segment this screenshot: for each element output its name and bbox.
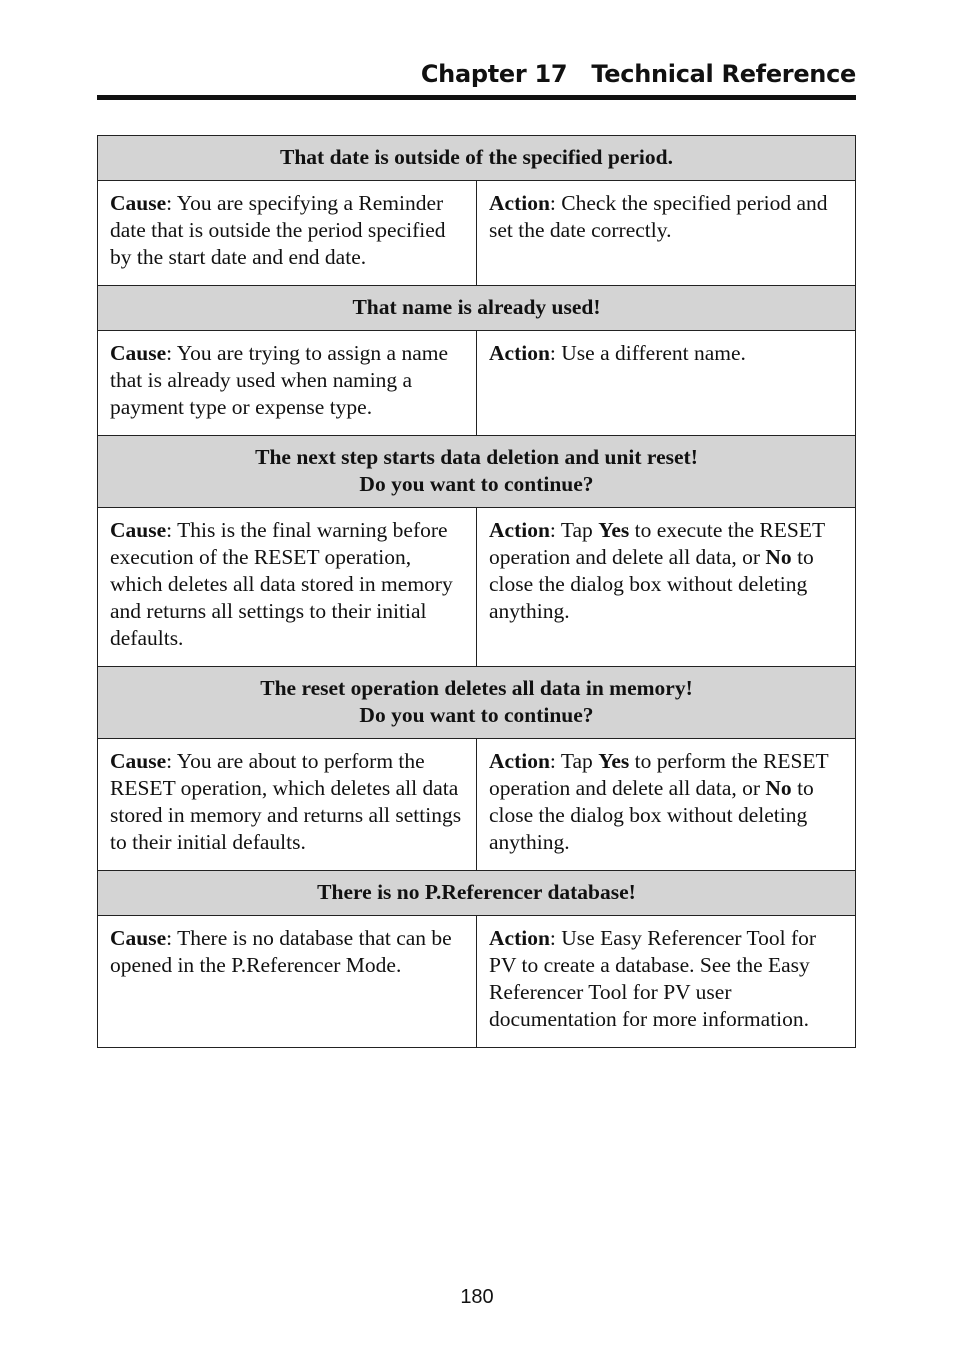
message-title-row <box>98 436 856 508</box>
action-label: Action <box>489 749 550 773</box>
cause-cell <box>98 181 477 286</box>
action-text-part: : Tap <box>549 518 599 542</box>
action-text-part: to close the dialog box without deleting anything. <box>489 545 814 623</box>
message-detail-row <box>98 331 856 436</box>
action-text-part: to execute the RESET operation and delete all data, or <box>489 518 825 569</box>
no-keyword: No <box>765 776 792 800</box>
message-title-row <box>98 136 856 181</box>
action-text-part: to close the dialog box without deleting anything. <box>489 776 814 854</box>
cause-text: : There is no database that can be opened in the P.Referencer Mode. <box>110 926 452 977</box>
no-keyword: No <box>765 545 792 569</box>
cause-label: Cause <box>110 749 167 773</box>
action-cell <box>477 739 856 871</box>
action-label: Action <box>489 191 550 215</box>
chapter-header <box>97 58 856 100</box>
page-number: 180 <box>460 1286 494 1308</box>
yes-keyword: Yes <box>598 518 630 542</box>
message-title <box>98 286 856 331</box>
cause-label: Cause <box>110 191 167 215</box>
cause-label: Cause <box>110 518 167 542</box>
action-text: : Use a different name. <box>549 341 746 365</box>
message-title-line: Do you want to continue? <box>359 703 594 727</box>
action-label: Action <box>489 341 550 365</box>
chapter-title: Chapter 17 Technical Reference <box>420 60 856 88</box>
message-title-row <box>98 286 856 331</box>
cause-text: : You are about to perform the RESET operation, which deletes all data stored in memory and returns all settings to their initial defaults. <box>110 749 462 854</box>
action-cell <box>477 916 856 1048</box>
message-title-line: The next step starts data deletion and unit reset! <box>255 445 698 469</box>
cause-text: : You are specifying a Reminder date that is outside the period specified by the start date and end date. <box>110 191 446 269</box>
cause-label: Cause <box>110 341 167 365</box>
message-title-line: That date is outside of the specified period. <box>280 145 673 169</box>
message-title <box>98 136 856 181</box>
action-cell <box>477 508 856 667</box>
cause-label: Cause <box>110 926 167 950</box>
message-detail-row <box>98 508 856 667</box>
message-detail-row <box>98 739 856 871</box>
message-title <box>98 667 856 739</box>
action-text-part: : Tap <box>549 749 599 773</box>
message-title <box>98 871 856 916</box>
cause-cell <box>98 508 477 667</box>
cause-cell <box>98 331 477 436</box>
message-title-row <box>98 871 856 916</box>
yes-keyword: Yes <box>598 749 630 773</box>
error-message-table <box>97 135 856 1048</box>
message-title <box>98 436 856 508</box>
message-title-line: The reset operation deletes all data in memory! <box>260 676 693 700</box>
action-label: Action <box>489 926 550 950</box>
message-title-line: Do you want to continue? <box>359 472 594 496</box>
message-title-line: That name is already used! <box>352 295 601 319</box>
action-text: : Check the specified period and set the date correctly. <box>489 191 828 242</box>
cause-text: : This is the final warning before execution of the RESET operation, which deletes all data stored in memory and returns all settings to their initial defaults. <box>110 518 453 650</box>
message-title-row <box>98 667 856 739</box>
action-text-part: to perform the RESET operation and delete all data, or <box>489 749 829 800</box>
action-cell <box>477 181 856 286</box>
message-title-line: There is no P.Referencer database! <box>317 880 636 904</box>
cause-text: : You are trying to assign a name that is already used when naming a payment type or expense type. <box>110 341 449 419</box>
cause-cell <box>98 916 477 1048</box>
action-cell <box>477 331 856 436</box>
message-detail-row <box>98 916 856 1048</box>
action-label: Action <box>489 518 550 542</box>
action-text: : Use Easy Referencer Tool for PV to create a database. See the Easy Referencer Tool for PV user documentation for more information. <box>489 926 817 1031</box>
message-detail-row <box>98 181 856 286</box>
cause-cell <box>98 739 477 871</box>
